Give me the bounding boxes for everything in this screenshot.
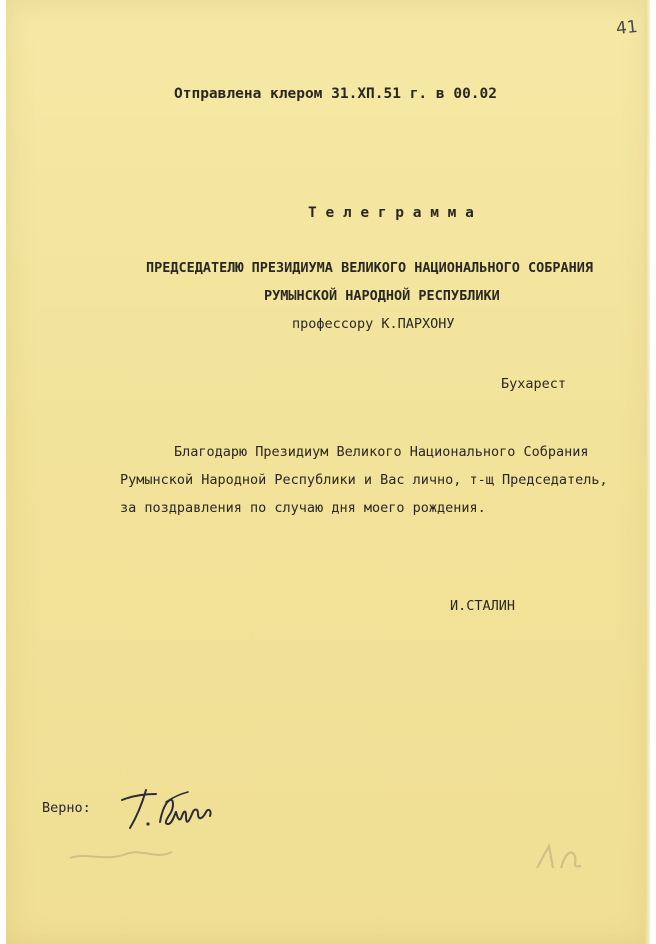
addressee-line-2: РУМЫНСКОЙ НАРОДНОЙ РЕСПУБЛИКИ xyxy=(264,288,500,304)
page-number: 41 xyxy=(615,16,639,40)
verified-label: Верно: xyxy=(42,800,91,816)
document-page xyxy=(6,0,650,944)
body-line-2: Румынской Народной Республики и Вас лично, т-щ Председатель, xyxy=(120,472,608,488)
city: Бухарест xyxy=(501,376,567,392)
handwritten-signature xyxy=(116,780,226,840)
faded-bleed-through-number xyxy=(531,838,591,878)
body-line-1: Благодарю Президиум Великого Национального Собрания xyxy=(174,444,589,460)
addressee-line-3: профессору К.ПАРХОНУ xyxy=(292,316,455,332)
sent-note: Отправлена клером 31.ХП.51 г. в 00.02 xyxy=(174,86,498,102)
addressee-line-1: ПРЕДСЕДАТЕЛЮ ПРЕЗИДИУМА ВЕЛИКОГО НАЦИОНАЛЬНОГО СОБРАНИЯ xyxy=(146,260,594,276)
document-heading: Т е л е г р а м м а xyxy=(308,205,474,221)
signer: И.СТАЛИН xyxy=(450,598,516,614)
page-edge xyxy=(645,0,650,944)
faded-bleed-through-mark xyxy=(66,838,176,868)
body-line-3: за поздравления по случаю дня моего рождения. xyxy=(120,500,486,516)
